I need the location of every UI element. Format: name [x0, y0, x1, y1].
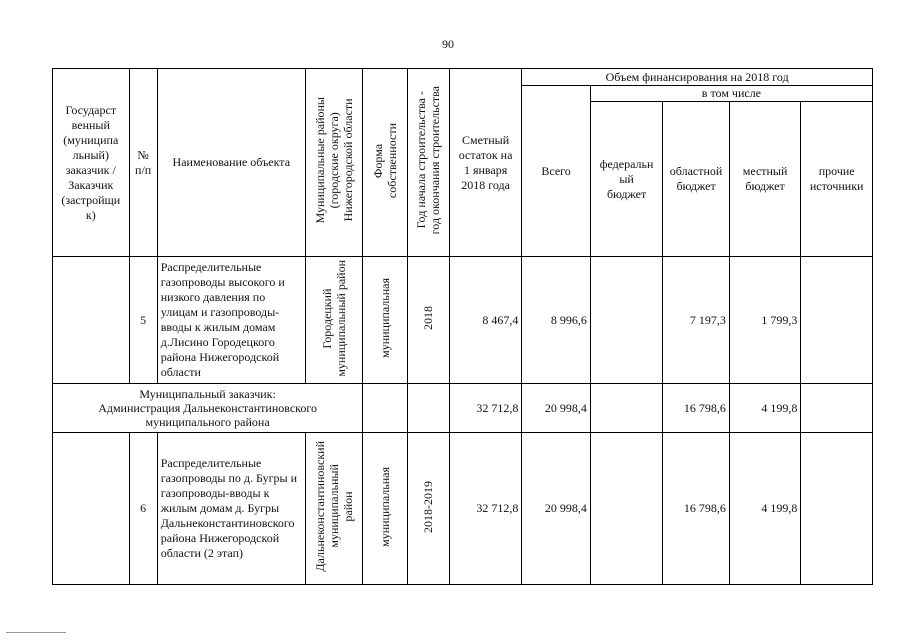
group-ownership [363, 384, 407, 433]
row-number: 6 [129, 433, 157, 585]
row-number: 5 [129, 257, 157, 384]
row-regional: 16 798,6 [663, 433, 729, 585]
page-number: 90 [442, 37, 454, 51]
row-customer [53, 257, 130, 384]
row-local: 4 199,8 [729, 433, 801, 585]
header-federal: федеральн ый бюджет [590, 102, 663, 257]
financing-table [52, 68, 873, 585]
row-years: 2018 [407, 257, 449, 384]
row-total: 8 996,6 [522, 257, 590, 384]
group-customer-label: Муниципальный заказчик: Администрация Дальнеконстантиновского муниципального района [53, 384, 363, 433]
group-balance: 32 712,8 [449, 384, 522, 433]
row-regional: 7 197,3 [663, 257, 729, 384]
row-years: 2018-2019 [407, 433, 449, 585]
group-total: 20 998,4 [522, 384, 590, 433]
group-regional: 16 798,6 [663, 384, 729, 433]
header-regional: областной бюджет [663, 102, 729, 257]
scan-artifact-line [6, 632, 66, 633]
row-customer [53, 433, 130, 585]
header-districts: Муниципальные районы (городские округа) Нижегородской области [305, 69, 362, 257]
row-federal [590, 433, 663, 585]
group-years [407, 384, 449, 433]
row-other [801, 257, 873, 384]
row-ownership: муниципальная [363, 257, 407, 384]
header-total: Всего [522, 86, 590, 257]
row-object-name: Распределительные газопроводы по д. Бугры и газопроводы-вводы к жилым домам д. Бугры Дальнеконстантиновского района Нижегородской области (2 этап) [157, 433, 305, 585]
row-ownership: муниципальная [363, 433, 407, 585]
header-object-name: Наименование объекта [157, 69, 305, 257]
header-number: № п/п [129, 69, 157, 257]
header-ownership: Форма собственности [363, 69, 407, 257]
row-total: 20 998,4 [522, 433, 590, 585]
row-balance: 8 467,4 [449, 257, 522, 384]
table-row [53, 257, 873, 384]
header-including: в том числе [590, 86, 872, 102]
table-row [53, 433, 873, 585]
group-other [801, 384, 873, 433]
group-federal [590, 384, 663, 433]
header-other: прочие источники [801, 102, 873, 257]
group-local: 4 199,8 [729, 384, 801, 433]
header-local: местный бюджет [729, 102, 801, 257]
row-district: Дальнеконстантиновский муниципальный район [305, 433, 362, 585]
header-row-1 [53, 69, 873, 86]
row-district: Городецкий муниципальный район [305, 257, 362, 384]
header-years: Год начала строительства - год окончания строительства [407, 69, 449, 257]
row-object-name: Распределительные газопроводы высокого и низкого давления по улицам и газопроводы-вводы к жилым домам д.Лисино Городецкого района Нижегородской области [157, 257, 305, 384]
row-other [801, 433, 873, 585]
group-row [53, 384, 873, 433]
header-customer: Государст венный (муниципа льный) заказчик / Заказчик (застройщи к) [53, 69, 130, 257]
header-balance: Сметный остаток на 1 января 2018 года [449, 69, 522, 257]
row-local: 1 799,3 [729, 257, 801, 384]
row-federal [590, 257, 663, 384]
row-balance: 32 712,8 [449, 433, 522, 585]
header-financing: Объем финансирования на 2018 год [522, 69, 873, 86]
